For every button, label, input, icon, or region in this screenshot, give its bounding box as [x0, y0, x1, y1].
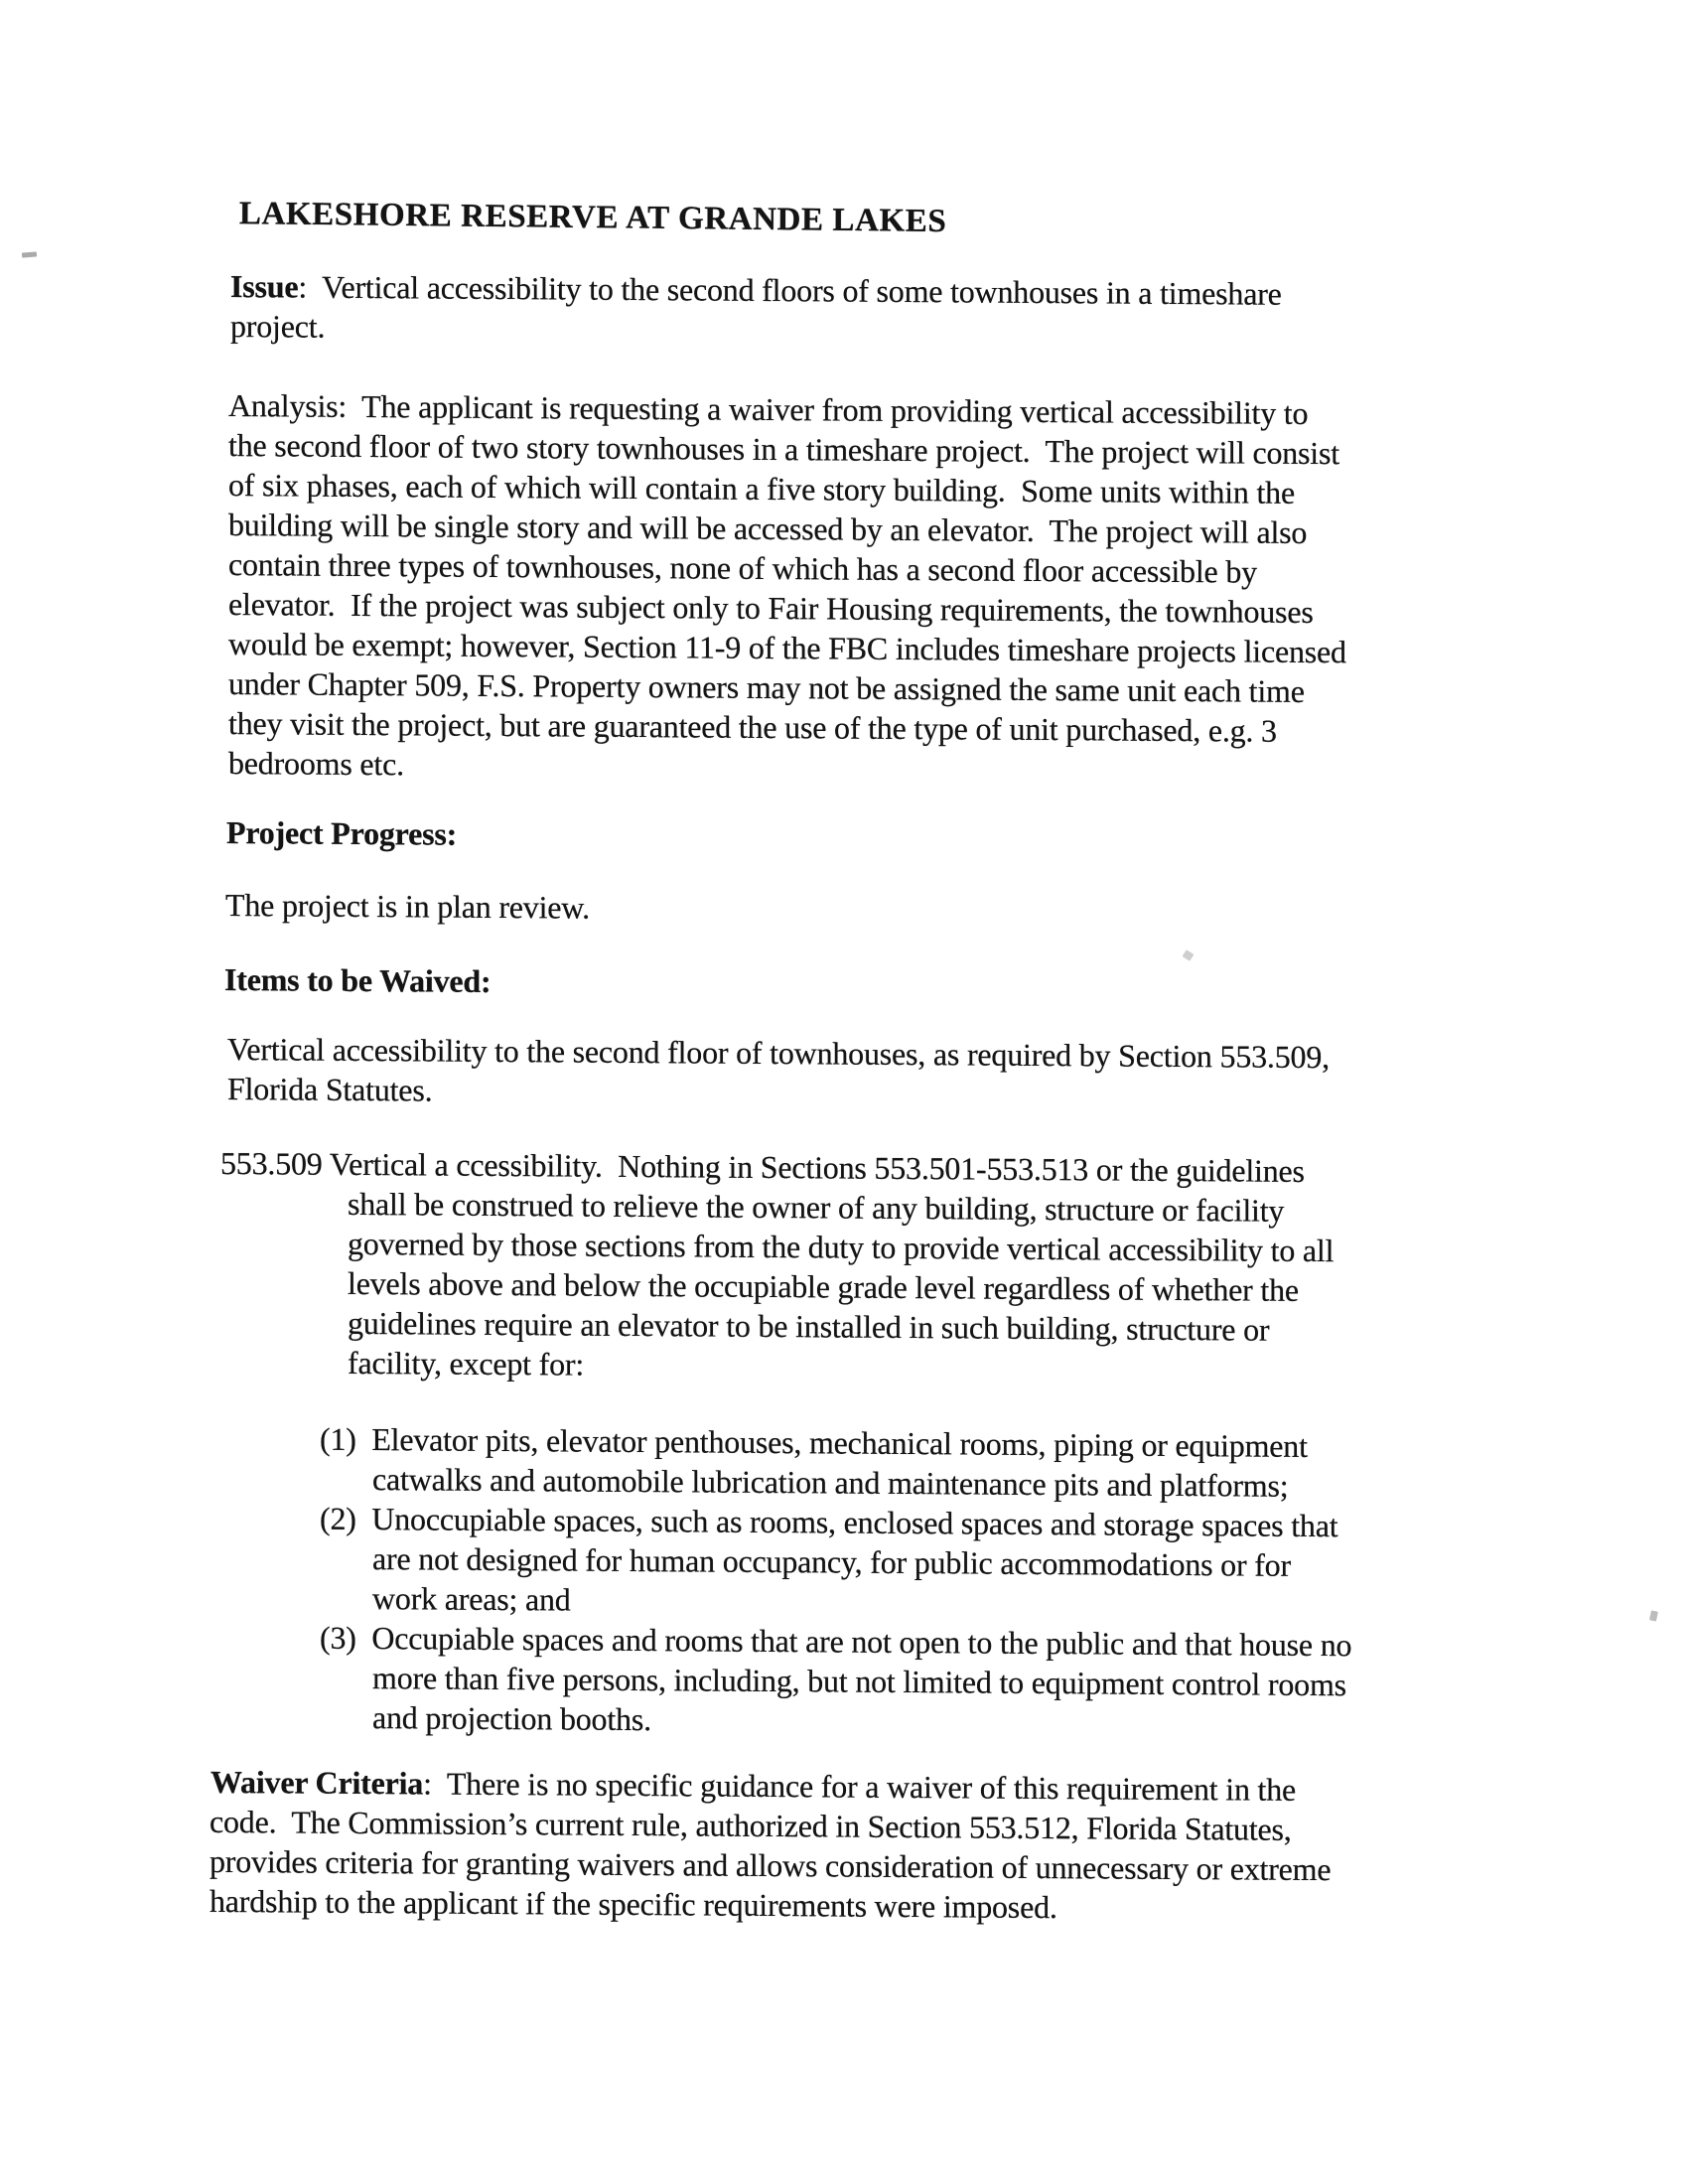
waiver-criteria-line-1-text: : There is no specific guidance for a waiver of this requirement in the [423, 1765, 1297, 1808]
text-line: Florida Statutes. [227, 1070, 433, 1108]
items-to-be-waived-heading [224, 959, 491, 1001]
project-progress-heading [226, 812, 457, 854]
text-line: code. The Commission’s current rule, authorized in Section 553.512, Florida Statutes, [210, 1803, 1292, 1847]
text-line: (2) Unoccupiable spaces, such as rooms, enclosed spaces and storage spaces that [320, 1500, 1338, 1544]
issue-paragraph [230, 266, 1282, 354]
text-line: 553.509 Vertical a ccessibility. Nothing in Sections 553.501-553.513 or the guidelines [220, 1144, 1305, 1189]
issue-label: Issue [230, 268, 299, 305]
text-line: elevator. If the project was subject only to Fair Housing requirements, the townhouses [228, 586, 1314, 631]
project-progress-body [225, 885, 590, 928]
text-line: (3) Occupiable spaces and rooms that are not open to the public and that house no [320, 1619, 1352, 1664]
document-title: LAKESHORE RESERVE AT GRANDE LAKES [238, 196, 947, 240]
text-line: more than five persons, including, but not limited to equipment control rooms [372, 1660, 1346, 1703]
waiver-criteria-label: Waiver Criteria [211, 1763, 424, 1802]
statute-553-509-paragraph [220, 1143, 1334, 1389]
text-line: catwalks and automobile lubrication and maintenance pits and platforms; [372, 1461, 1289, 1504]
waiver-criteria-continuation [210, 1802, 1331, 1929]
issue-line-1-text: : Vertical accessibility to the second floors of some townhouses in a timeshare [298, 268, 1282, 312]
items-to-be-waived-heading-text: Items to be Waived: [224, 960, 492, 999]
text-line: work areas; and [372, 1580, 571, 1618]
text-line: facility, except for: [348, 1344, 585, 1383]
text-line: would be exempt; however, Section 11-9 of the FBC includes timeshare projects licensed [228, 626, 1346, 670]
text-line: bedrooms etc. [228, 745, 404, 783]
text-line: of six phases, each of which will contain a five story building. Some units within the [228, 467, 1295, 510]
issue-line-2: project. [230, 308, 326, 345]
statute-exceptions-list [320, 1419, 1351, 1745]
text-line: provides criteria for granting waivers and allows consideration of unnecessary or extreme [210, 1842, 1332, 1888]
text-line: guidelines require an elevator to be installed in such building, structure or [348, 1304, 1270, 1348]
text-line: they visit the project, but are guaranteed the use of the type of unit purchased, e.g. 3 [228, 705, 1277, 749]
scan-artifact [22, 251, 37, 257]
analysis-paragraph [228, 385, 1346, 791]
text-line: are not designed for human occupancy, for public accommodations or for [372, 1540, 1291, 1583]
text-line: the second floor of two story townhouses in a timeshare project. The project will consist [228, 427, 1339, 472]
project-progress-heading-text: Project Progress: [226, 813, 458, 852]
text-line: and projection booths. [372, 1699, 651, 1738]
items-to-be-waived-body [227, 1029, 1330, 1116]
issue-line-1 [230, 266, 1282, 314]
project-progress-body-text: The project is in plan review. [225, 886, 590, 926]
text-line: hardship to the applicant if the specific requirements were imposed. [210, 1882, 1057, 1926]
text-line: (1) Elevator pits, elevator penthouses, mechanical rooms, piping or equipment [320, 1420, 1308, 1464]
text-line: levels above and below the occupiable grade level regardless of whether the [348, 1264, 1299, 1308]
text-line: governed by those sections from the duty to provide vertical accessibility to all [348, 1225, 1335, 1269]
text-line: Vertical accessibility to the second floor of townhouses, as required by Section 553.509, [227, 1030, 1330, 1076]
text-line: Analysis: The applicant is requesting a waiver from providing vertical accessibility to [228, 387, 1309, 431]
text-line: building will be single story and will be accessed by an elevator. The project will also [228, 507, 1308, 550]
text-line: under Chapter 509, F.S. Property owners may not be assigned the same unit each time [228, 665, 1305, 709]
text-line: shall be construed to relieve the owner of any building, structure or facility [348, 1185, 1285, 1229]
text-line: contain three types of townhouses, none of which has a second floor accessible by [228, 546, 1257, 590]
